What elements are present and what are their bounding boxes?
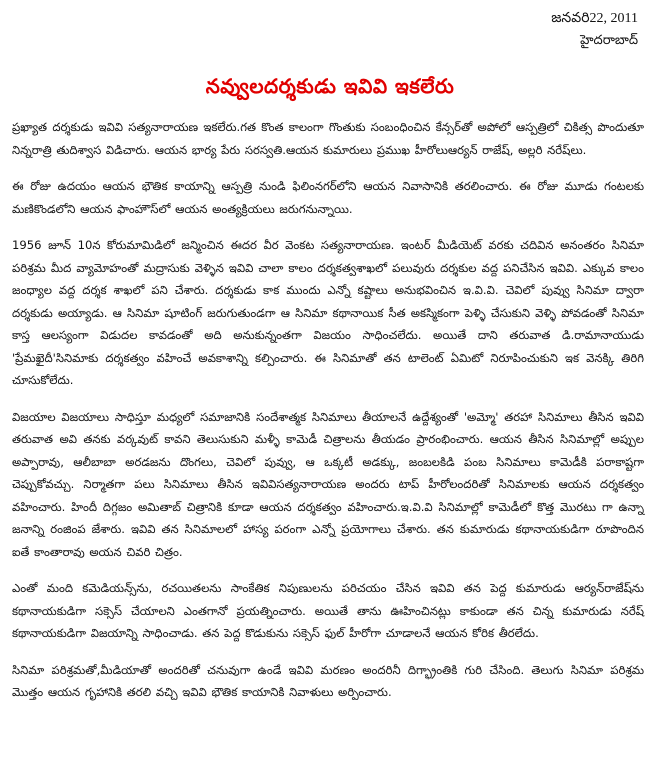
paragraph-1: ప్రఖ్యాత దర్శకుడు ఇవివి సత్యనారాయణ ఇకలేరు.గత కొంత కాలంగా గొంతుకు సంబంధించిన కేన్సర్‌తో అపోలో ఆస్పత్రిలో చికిత్స పొందుతూ నిన్నరాత్రి తుదిశ్వాస విడిచారు. ఆయన భార్య పేరు సరస్వతి.ఆయన కుమారులు ప్రముఖ హీరోలుఆర్యన్ రాజేష్, అల్లరి నరేష్‌లు. [12, 120, 644, 157]
paragraph-5: ఎంతో మంది కమెడియన్స్‌ను, రచయితలను సాంకేతిక నిపుణులను పరిచయం చేసిన ఇవివి తన పెద్ద కుమారుడు ఆర్యన్‌రాజేష్‌ను కథానాయకుడిగా సక్సెస్ చేయాలని ఎంతగానో ప్రయత్నించారు. అయితే తాను ఊహించినట్లు కాకుండా తన చిన్న కుమారుడు నరేష్ కథానాయకుడిగా విజయాన్ని సాధించాడు. తన పెద్ద కొడుకును సక్సెస్ ఫుల్ హీరోగా చూడాలనే ఆయన కోరిక తీరలేదు. [12, 581, 644, 640]
article-body [12, 116, 644, 718]
article-date: జనవరి22, 2011 [551, 11, 638, 26]
article-title: నవ్వులదర్శకుడు ఇవివి ఇకలేరు [205, 74, 455, 98]
article-location: హైదరాబాద్ [580, 33, 638, 48]
paragraph-3: 1956 జూన్ 10న కోరుమామిడిలో జన్మించిన ఈదర వీర వెంకట సత్యనారాయణ. ఇంటర్ మీడియెట్ వరకు చదివిన అనంతరం సినిమా పరిశ్రమ మీద వ్యామోహంతో మద్రాసుకు వెళ్ళిన ఇవివి చాలా కాలం దర్శకత్వశాఖలో పలువురు దర్శకుల వద్ద పనిచేసిన ఇవివి. ఎక్కువ కాలం జంధ్యాల వద్ద దర్శక శాఖలో పని చేశారు. దర్శకుడు కాక ముందు ఎన్నో కష్టాలు అనుభవించిన ఇ.వి.వి. చెవిలో పువ్వు సినిమా ద్వారా దర్శకుడు అయ్యాడు. ఆ సినిమా షూటింగ్ జరుగుతుండగా ఆ సినిమా కథానాయిక సీత అకస్మికంగా పెళ్ళి చేసుకుని వెళ్ళి పోవడంతో సినిమా కాస్త ఆలస్యంగా విడుదల కావడంతో అది అనుకున్నంతగా విజయం సాధించలేదు. అయితే దాని తరువాత డి.రామానాయుడు 'ప్రేమఖైదీ'సినిమాకు దర్శకత్వం వహించే అవకాశాన్ని కల్పించారు. ఈ సినిమాతో తన టాలెంట్ ఏమిటో నిరూపించుకుని ఇక వెనక్కి తిరిగి చూసుకోలేదు. [12, 238, 644, 387]
paragraph-6: సినిమా పరిశ్రమతో,మీడియాతో అందరితో చనువుగా ఉండే ఇవివి మరణం అందరినీ దిగ్భ్రాంతికి గురి చేసింది. తెలుగు సినిమా పరిశ్రమ మొత్తం ఆయన గృహానికి తరలి వచ్చి ఇవివి భౌతిక కాయానికి నివాళులు అర్పించారు. [12, 662, 644, 699]
paragraph-2: ఈ రోజు ఉదయం ఆయన భౌతిక కాయాన్ని ఆస్పత్రి నుండి ఫిలింనగర్‌లోని ఆయన నివాసానికి తరలించారు. ఈ రోజు మూడు గంటలకు మణికొండలోని ఆయన ఫాంహౌస్‌లో ఆయన అంత్యక్రియలు జరుగనున్నాయి. [12, 179, 644, 216]
dateline [551, 8, 638, 52]
paragraph-4: విజయాల విజయాలు సాధిస్తూ మధ్యలో సమాజానికి సందేశాత్మక సినిమాలు తీయాలనే ఉద్దేశ్యంతో 'అమ్మో' తరహా సినిమాలు తీసిన ఇవివి తరువాత అవి తనకు వర్కవుట్ కావని తెలుసుకుని మళ్ళీ కామెడీ చిత్రాలను తీయడం ప్రారంభించారు. ఆయన తీసిన సినిమాల్లో అప్పుల అప్పారావు, ఆలీబాబా అరడజను దొంగలు, చెవిలో పువ్వు, ఆ ఒక్కటీ అడక్కు, జంబలకిడి పంబ సినిమాలు కామెడీకి పరాకాష్టగా చెప్పుకోవచ్చు. నిర్మాతగా పలు సినిమాలు తీసిన ఇవివిసత్యనారాయణ అందరు టాప్ హీరోలందరితో సినిమాలకు ఆయన దర్శకత్వం వహించారు. హిందీ దిగ్గజం అమితాబ్ చిత్రానికి కూడా ఆయన దర్శకత్వం వహించారు.ఇ.వి.వి సినిమాల్లో కామెడీలో కొత్త మొరటు గా ఉన్నా జనాన్ని రంజింప జేశారు. ఇవివి తన సినిమాలలో హాస్య పరంగా ఎన్నో ప్రయోగాలు చేశారు. తన కుమారుడు కథానాయకుడిగా రూపొందిన ఐతే కాంతారావు అయన చివరి చిత్రం. [12, 409, 644, 559]
